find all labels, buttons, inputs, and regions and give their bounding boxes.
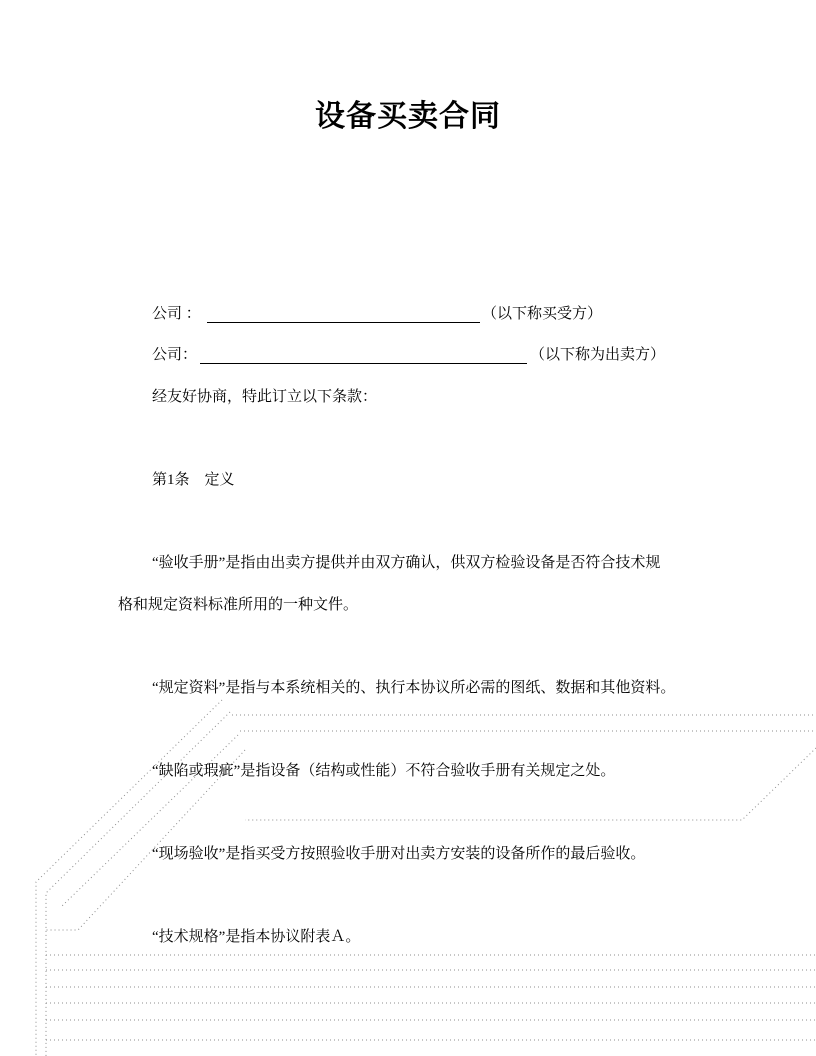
party-seller-label: 公司：	[152, 347, 198, 363]
party-seller-blank	[200, 347, 527, 364]
definition-line: “现场验收”是指买受方按照验收手册对出卖方安装的设备所作的最后验收。	[152, 846, 646, 862]
party-seller-suffix: （以下称为出卖方）	[530, 347, 666, 363]
party-buyer-suffix: （以下称买受方）	[482, 306, 603, 322]
preamble: 经友好协商，特此订立以下条款：	[152, 389, 378, 405]
article-heading: 第1条 定义	[152, 472, 235, 488]
definition-line: “技术规格”是指本协议附表Ａ。	[152, 929, 361, 945]
definition-line: 格和规定资料标准所用的一种文件。	[118, 597, 359, 613]
party-buyer-label: 公司 ：	[152, 306, 201, 322]
definition-line: “缺陷或瑕疵”是指设备（结构或性能）不符合验收手册有关规定之处。	[152, 763, 616, 779]
party-buyer-blank	[207, 306, 480, 323]
definition-line: “验收手册”是指由出卖方提供并由双方确认，供双方检验设备是否符合技术规	[152, 555, 661, 571]
definition-line: “规定资料”是指与本系统相关的、执行本协议所必需的图纸、数据和其他资料。	[152, 680, 676, 696]
document-title: 设备买卖合同	[315, 99, 501, 134]
